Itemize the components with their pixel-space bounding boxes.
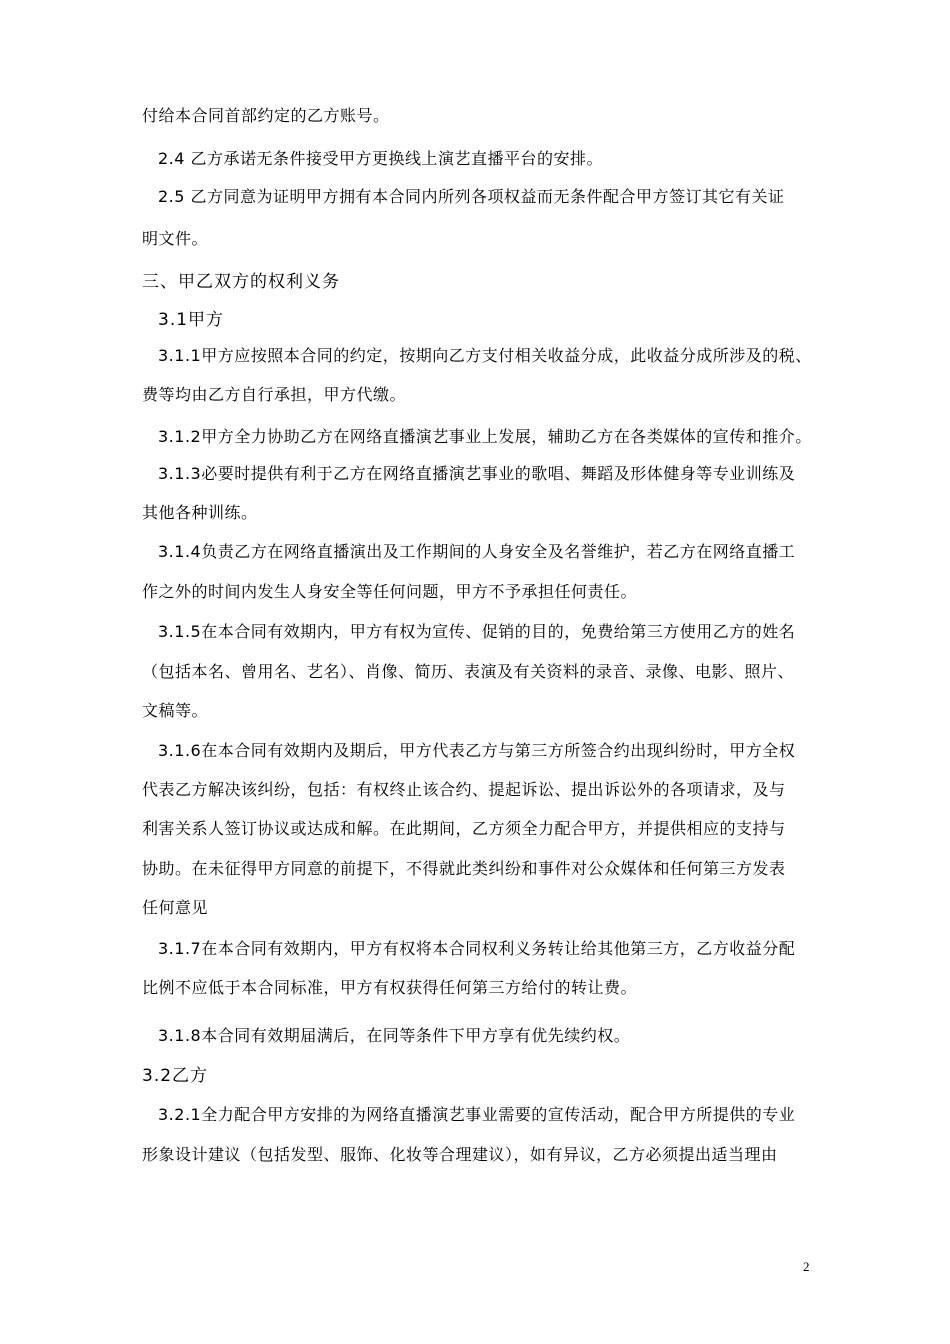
text-line: 作之外的时间内发生人身安全等任何问题，甲方不予承担任何责任。: [142, 582, 638, 601]
text-line: 其他各种训练。: [142, 503, 258, 522]
text-line: 形象设计建议（包括发型、服饰、化妆等合理建议），如有异议，乙方必须提出适当理由: [142, 1145, 778, 1164]
text-line: 费等均由乙方自行承担，甲方代缴。: [142, 385, 407, 404]
text-line: 比例不应低于本合同标准，甲方有权获得任何第三方给付的转让费。: [142, 978, 638, 997]
text-line: 利害关系人签订协议或达成和解。在此期间，乙方须全力配合甲方，并提供相应的支持与: [142, 819, 786, 838]
text-line: 文稿等。: [142, 701, 209, 720]
text-line: 2.4 乙方承诺无条件接受甲方更换线上演艺直播平台的安排。: [158, 149, 604, 168]
text-line: 明文件。: [142, 229, 209, 248]
text-line: 3.1.3必要时提供有利于乙方在网络直播演艺事业的歌唱、舞蹈及形体健身等专业训练及: [158, 464, 796, 483]
text-line: 任何意见: [142, 898, 209, 917]
text-line: 3.1.7在本合同有效期内，甲方有权将本合同权利义务转让给其他第三方，乙方收益分配: [158, 939, 796, 958]
text-line: 2.5 乙方同意为证明甲方拥有本合同内所列各项权益而无条件配合甲方签订其它有关证: [158, 187, 785, 206]
page-number: 2: [803, 1259, 810, 1274]
text-line: 3.1.1甲方应按照本合同的约定，按期向乙方支付相关收益分成，此收益分成所涉及的税、: [158, 346, 812, 365]
text-line: 3.1.4负责乙方在网络直播演出及工作期间的人身安全及名誉维护，若乙方在网络直播工: [158, 542, 796, 561]
text-line: 3.1.5在本合同有效期内，甲方有权为宣传、促销的目的，免费给第三方使用乙方的姓名: [158, 622, 796, 641]
text-line: 付给本合同首部约定的乙方账号。: [142, 106, 390, 125]
subsection-heading: 3.1甲方: [158, 310, 225, 330]
text-line: 代表乙方解决该纠纷，包括：有权终止该合约、提起诉讼、提出诉讼外的各项请求，及与: [142, 780, 786, 799]
text-line: 3.2.1全力配合甲方安排的为网络直播演艺事业需要的宣传活动，配合甲方所提供的专业: [158, 1105, 796, 1124]
section-heading: 三、甲乙双方的权利义务: [142, 272, 340, 292]
text-line: （包括本名、曾用名、艺名）、肖像、简历、表演及有关资料的录音、录像、电影、照片、: [142, 662, 795, 681]
text-line: 3.1.8本合同有效期届满后，在同等条件下甲方享有优先续约权。: [158, 1026, 631, 1045]
text-line: 3.1.2甲方全力协助乙方在网络直播演艺事业上发展，辅助乙方在各类媒体的宣传和推介。: [158, 427, 812, 446]
text-line: 3.1.6在本合同有效期内及期后，甲方代表乙方与第三方所签合约出现纠纷时，甲方全权: [158, 741, 796, 760]
text-line: 协助。在未征得甲方同意的前提下，不得就此类纠纷和事件对公众媒体和任何第三方发表: [142, 859, 786, 878]
subsection-heading: 3.2乙方: [142, 1066, 209, 1086]
